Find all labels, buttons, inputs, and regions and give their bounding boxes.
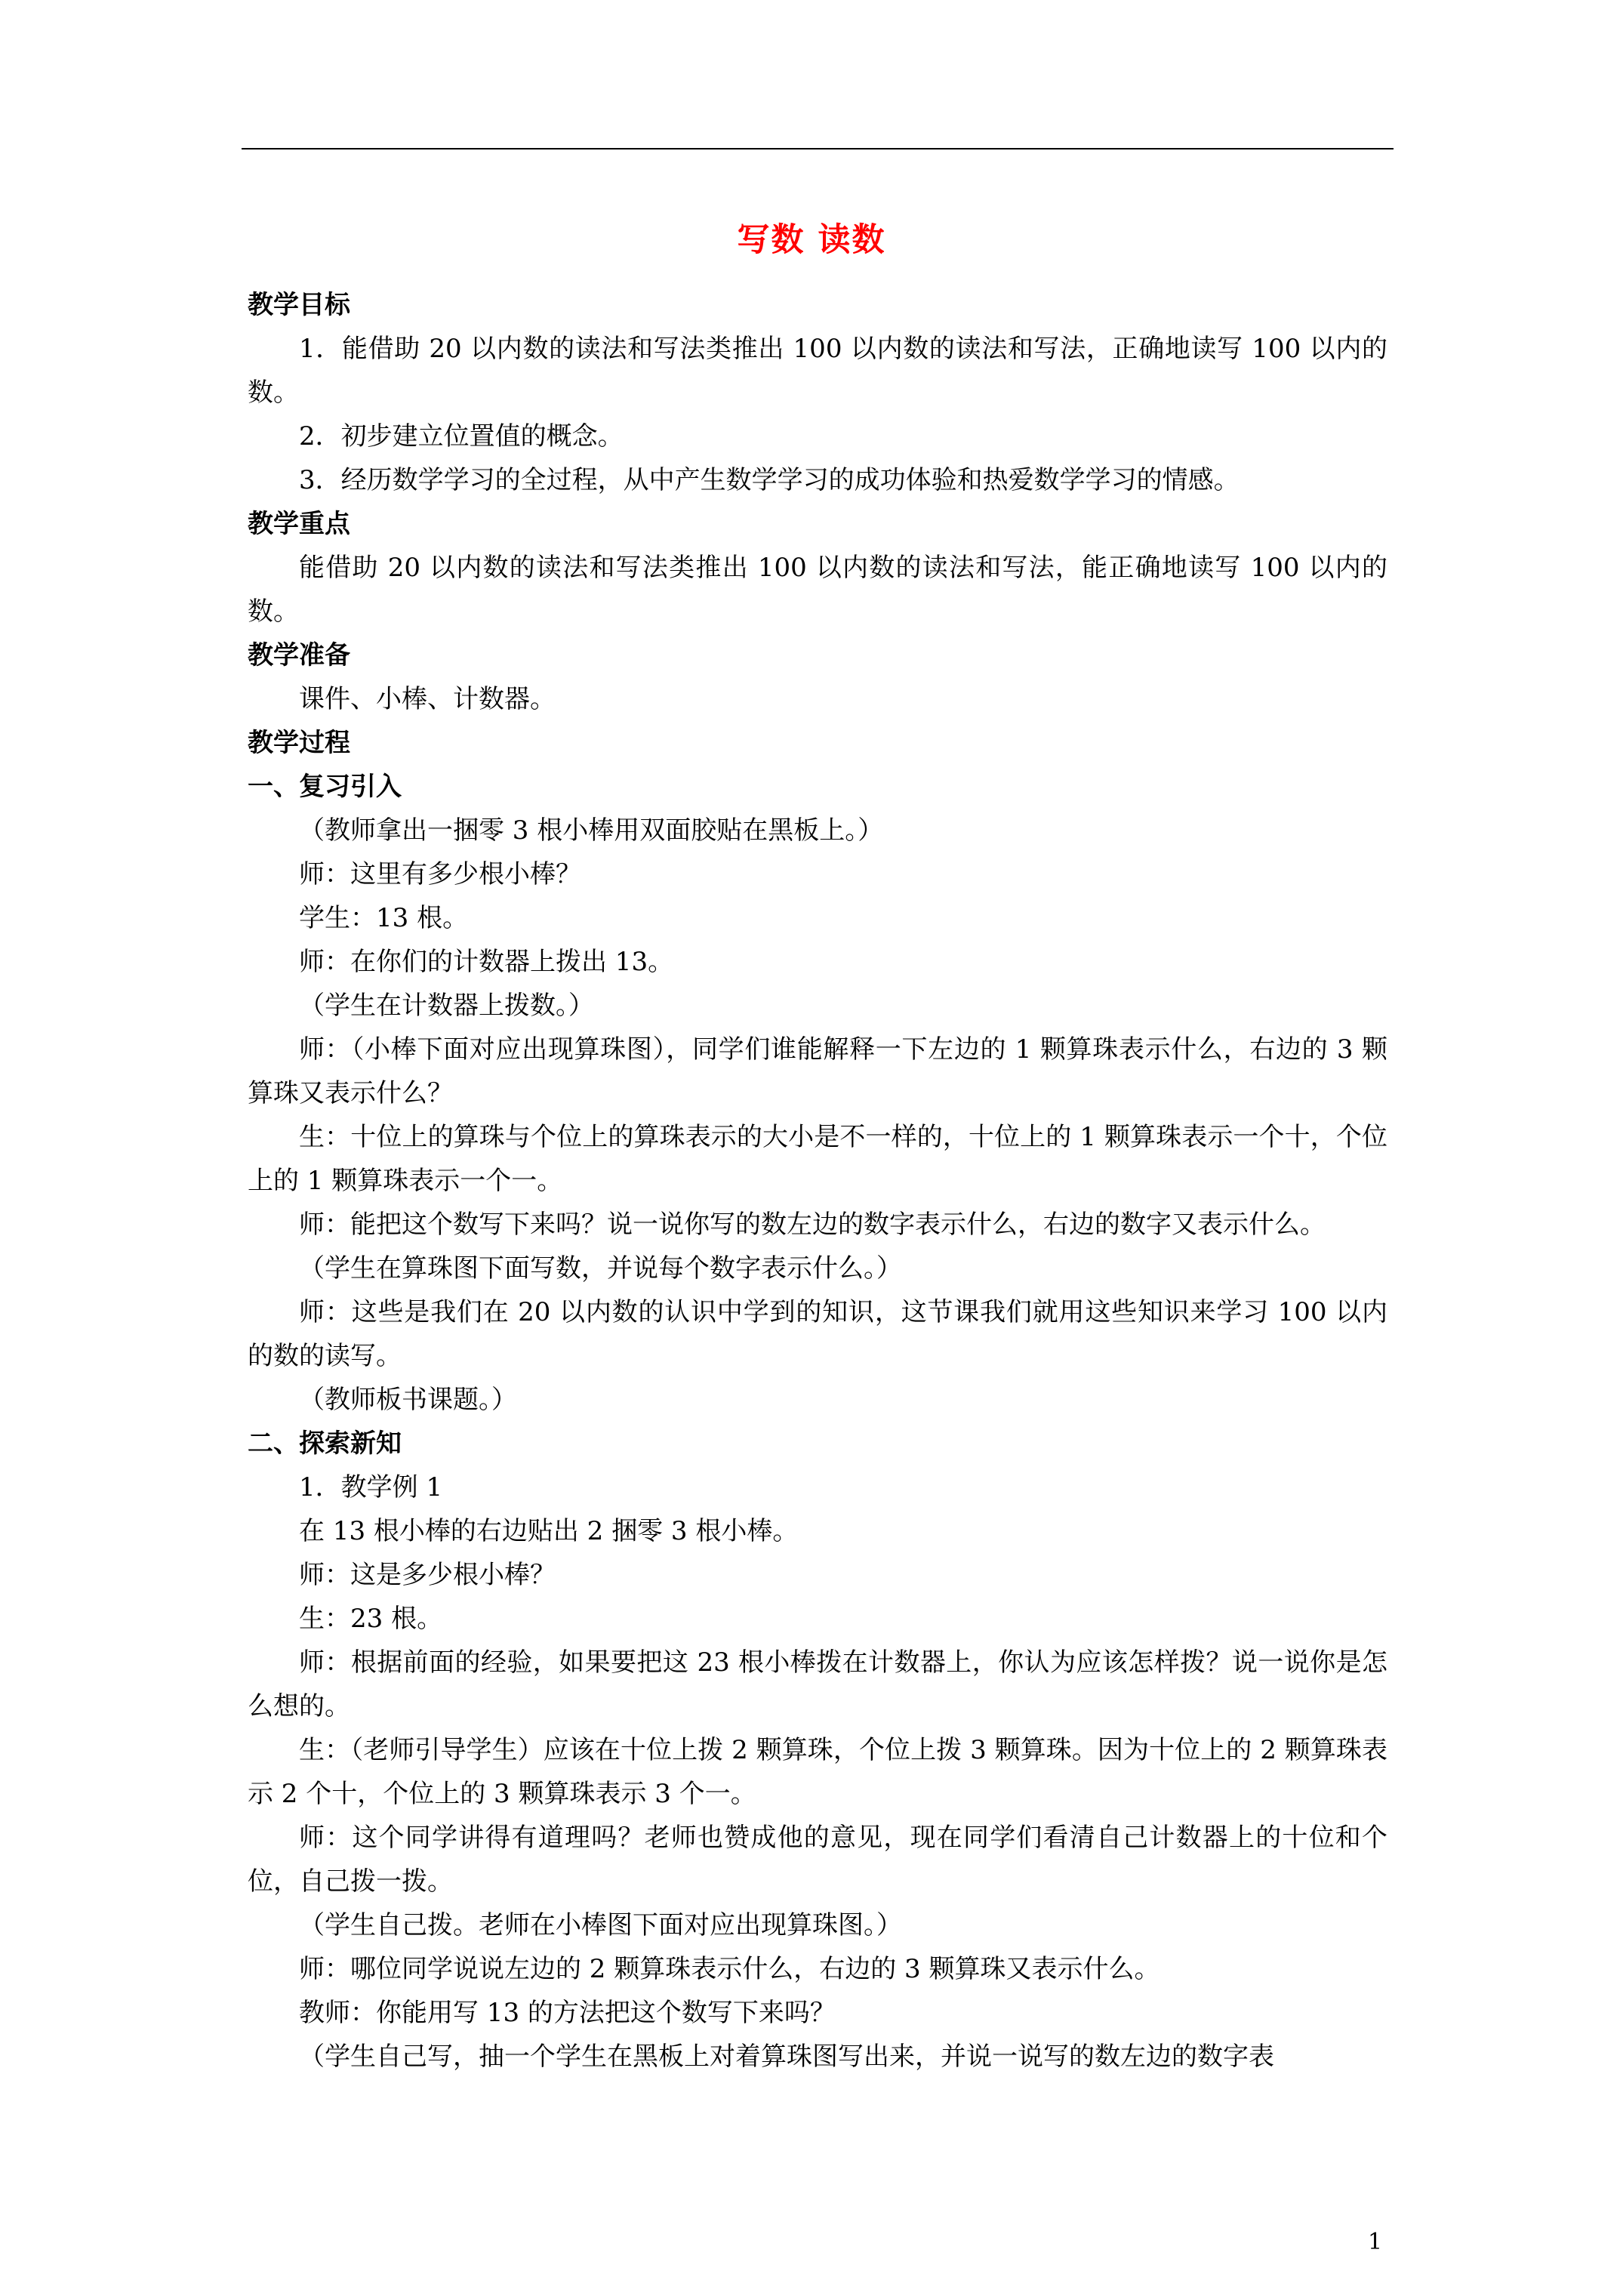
paragraph: 生：（老师引导学生）应该在十位上拨 2 颗算珠，个位上拨 3 颗算珠。因为十位上的 2 颗算珠表示 2 个十，个位上的 3 颗算珠表示 3 个一。 — [248, 1735, 1387, 1809]
paragraph: （学生自己拨。老师在小棒图下面对应出现算珠图。） — [299, 1910, 902, 1940]
paragraph: （教师拿出一捆零 3 根小棒用双面胶贴在黑板上。） — [299, 815, 884, 846]
paragraph: （学生自己写，抽一个学生在黑板上对着算珠图写出来，并说一说写的数左边的数字表 — [299, 2042, 1274, 2072]
document-body — [248, 283, 1387, 2079]
paragraph: 教师：你能用写 13 的方法把这个数写下来吗？ — [299, 1998, 836, 2028]
paragraph: 2．初步建立位置值的概念。 — [299, 421, 624, 451]
section-heading: 教学重点 — [248, 509, 350, 539]
page-title: 写数 读数 — [737, 221, 886, 259]
paragraph: 生：十位上的算珠与个位上的算珠表示的大小是不一样的，十位上的 1 颗算珠表示一个十，个位上的 1 颗算珠表示一个一。 — [248, 1122, 1387, 1196]
section-heading: 教学准备 — [248, 640, 350, 670]
paragraph: 1．教学例 1 — [299, 1472, 443, 1502]
paragraph: 师：哪位同学说说左边的 2 颗算珠表示什么，右边的 3 颗算珠又表示什么。 — [299, 1954, 1160, 1984]
paragraph: 1．能借助 20 以内数的读法和写法类推出 100 以内数的读法和写法，正确地读写 100 以内的数。 — [248, 334, 1387, 408]
section-heading: 教学目标 — [248, 290, 350, 320]
paragraph: （学生在算珠图下面写数，并说每个数字表示什么。） — [299, 1253, 902, 1284]
paragraph: 在 13 根小棒的右边贴出 2 捆零 3 根小棒。 — [299, 1516, 799, 1546]
section-heading: 一、复习引入 — [248, 772, 402, 802]
paragraph: 能借助 20 以内数的读法和写法类推出 100 以内数的读法和写法，能正确地读写 100 以内的数。 — [248, 553, 1387, 627]
paragraph: 师：这里有多少根小棒？ — [299, 859, 581, 889]
paragraph: 师：（小棒下面对应出现算珠图），同学们谁能解释一下左边的 1 颗算珠表示什么，右边的 3 颗算珠又表示什么？ — [248, 1034, 1387, 1108]
paragraph: 生：23 根。 — [299, 1604, 443, 1634]
paragraph: 师：这个同学讲得有道理吗？老师也赞成他的意见，现在同学们看清自己计数器上的十位和个位，自己拨一拨。 — [248, 1823, 1387, 1897]
paragraph: （教师板书课题。） — [299, 1385, 517, 1415]
paragraph: 师：在你们的计数器上拨出 13。 — [299, 947, 674, 977]
header-rule — [242, 148, 1394, 149]
page-number: 1 — [1368, 2229, 1383, 2255]
section-heading: 教学过程 — [248, 728, 350, 758]
paragraph: （学生在计数器上拨数。） — [299, 991, 594, 1021]
section-heading: 二、探索新知 — [248, 1428, 402, 1459]
paragraph: 师：根据前面的经验，如果要把这 23 根小棒拨在计数器上，你认为应该怎样拨？说一说你是怎么想的。 — [248, 1647, 1387, 1721]
paragraph: 师：这些是我们在 20 以内数的认识中学到的知识，这节课我们就用这些知识来学习 100 以内的数的读写。 — [248, 1297, 1387, 1371]
paragraph: 师：能把这个数写下来吗？说一说你写的数左边的数字表示什么，右边的数字又表示什么。 — [299, 1210, 1326, 1240]
paragraph: 师：这是多少根小棒？ — [299, 1560, 556, 1590]
paragraph: 学生：13 根。 — [299, 903, 469, 933]
paragraph: 课件、小棒、计数器。 — [299, 684, 556, 714]
paragraph: 3．经历数学学习的全过程，从中产生数学学习的成功体验和热爱数学学习的情感。 — [299, 465, 1240, 495]
